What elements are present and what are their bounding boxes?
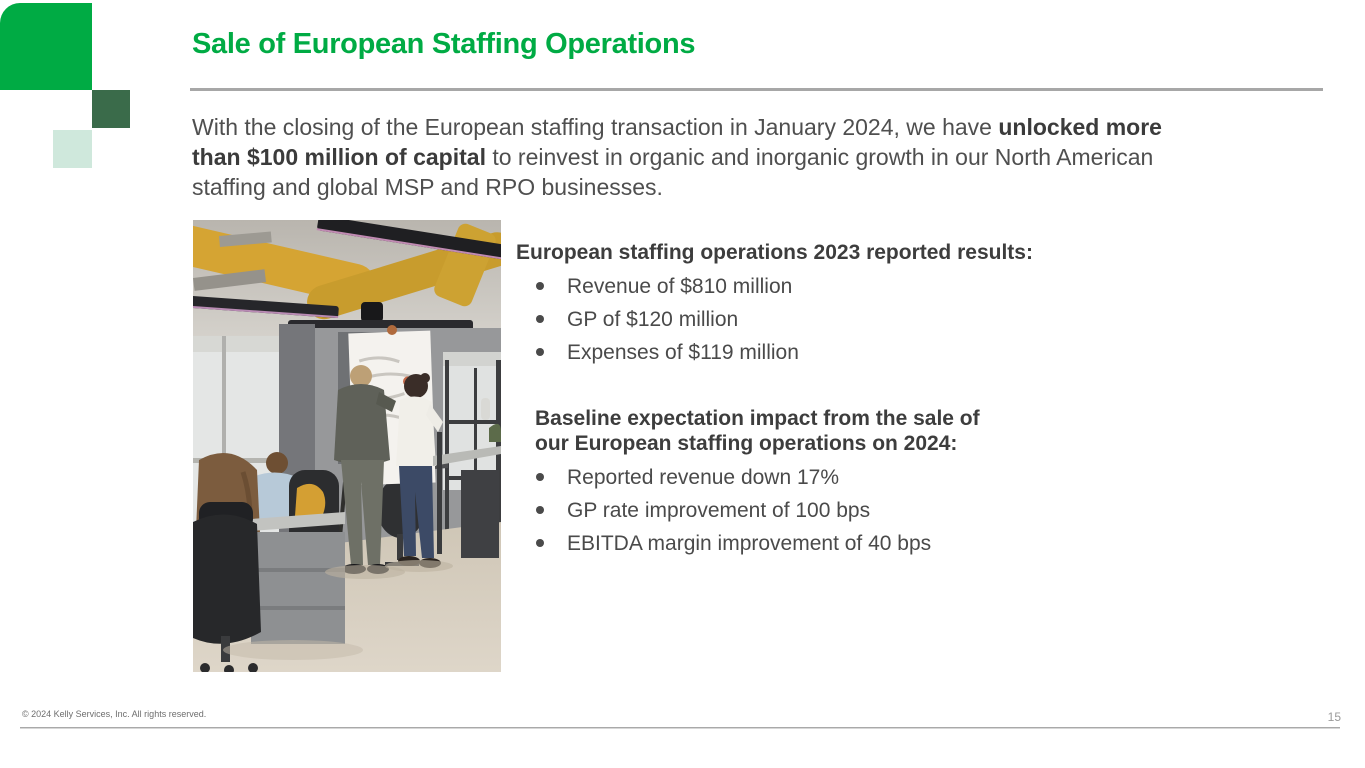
intro-text-bold: unlocked more than $100 million of capital: [192, 114, 1162, 170]
bullet-dot-icon: [536, 539, 544, 547]
office-photo-illustration: [193, 220, 501, 672]
bullet-list: [536, 466, 1010, 556]
list-item: [536, 275, 1076, 299]
list-item: [536, 532, 1010, 556]
list-item-text: GP rate improvement of 100 bps: [567, 499, 871, 522]
bullet-dot-icon: [536, 473, 544, 481]
title-divider: [190, 88, 1323, 91]
page-title: Sale of European Staffing Operations: [192, 28, 696, 60]
bullet-dot-icon: [536, 315, 544, 323]
bullet-dot-icon: [536, 506, 544, 514]
list-item: [536, 308, 1076, 332]
list-item: [536, 499, 1010, 523]
intro-paragraph: [192, 112, 1202, 202]
list-item: [536, 466, 1010, 490]
intro-text-pre: With the closing of the European staffing transaction in January 2024, we have: [192, 114, 999, 140]
logo-dark-green-square: [92, 90, 130, 128]
list-item: [536, 341, 1076, 365]
list-item-text: Expenses of $119 million: [567, 341, 799, 364]
copyright-text: © 2024 Kelly Services, Inc. All rights reserved.: [22, 709, 207, 719]
list-item-text: EBITDA margin improvement of 40 bps: [567, 532, 932, 555]
bullet-dot-icon: [536, 282, 544, 290]
footer-divider: [20, 727, 1340, 729]
list-item-text: GP of $120 million: [567, 308, 739, 331]
section-heading: European staffing operations 2023 reported results:: [516, 241, 1033, 264]
logo-green-square: [0, 3, 92, 90]
bullet-list: [536, 275, 1076, 365]
page-number: 15: [1327, 710, 1341, 724]
section-reported-results: [516, 240, 1076, 374]
section-baseline-impact: [535, 406, 1010, 565]
section-heading: Baseline expectation impact from the sale of our European staffing operations on 2024:: [535, 407, 980, 455]
list-item-text: Revenue of $810 million: [567, 275, 793, 298]
logo-light-green-square: [53, 130, 92, 168]
office-photo: [193, 220, 501, 672]
intro-text-post: to reinvest in organic and inorganic growth in our North American staffing and global MSP and RPO businesses.: [192, 144, 1154, 200]
bullet-dot-icon: [536, 348, 544, 356]
list-item-text: Reported revenue down 17%: [567, 466, 840, 489]
